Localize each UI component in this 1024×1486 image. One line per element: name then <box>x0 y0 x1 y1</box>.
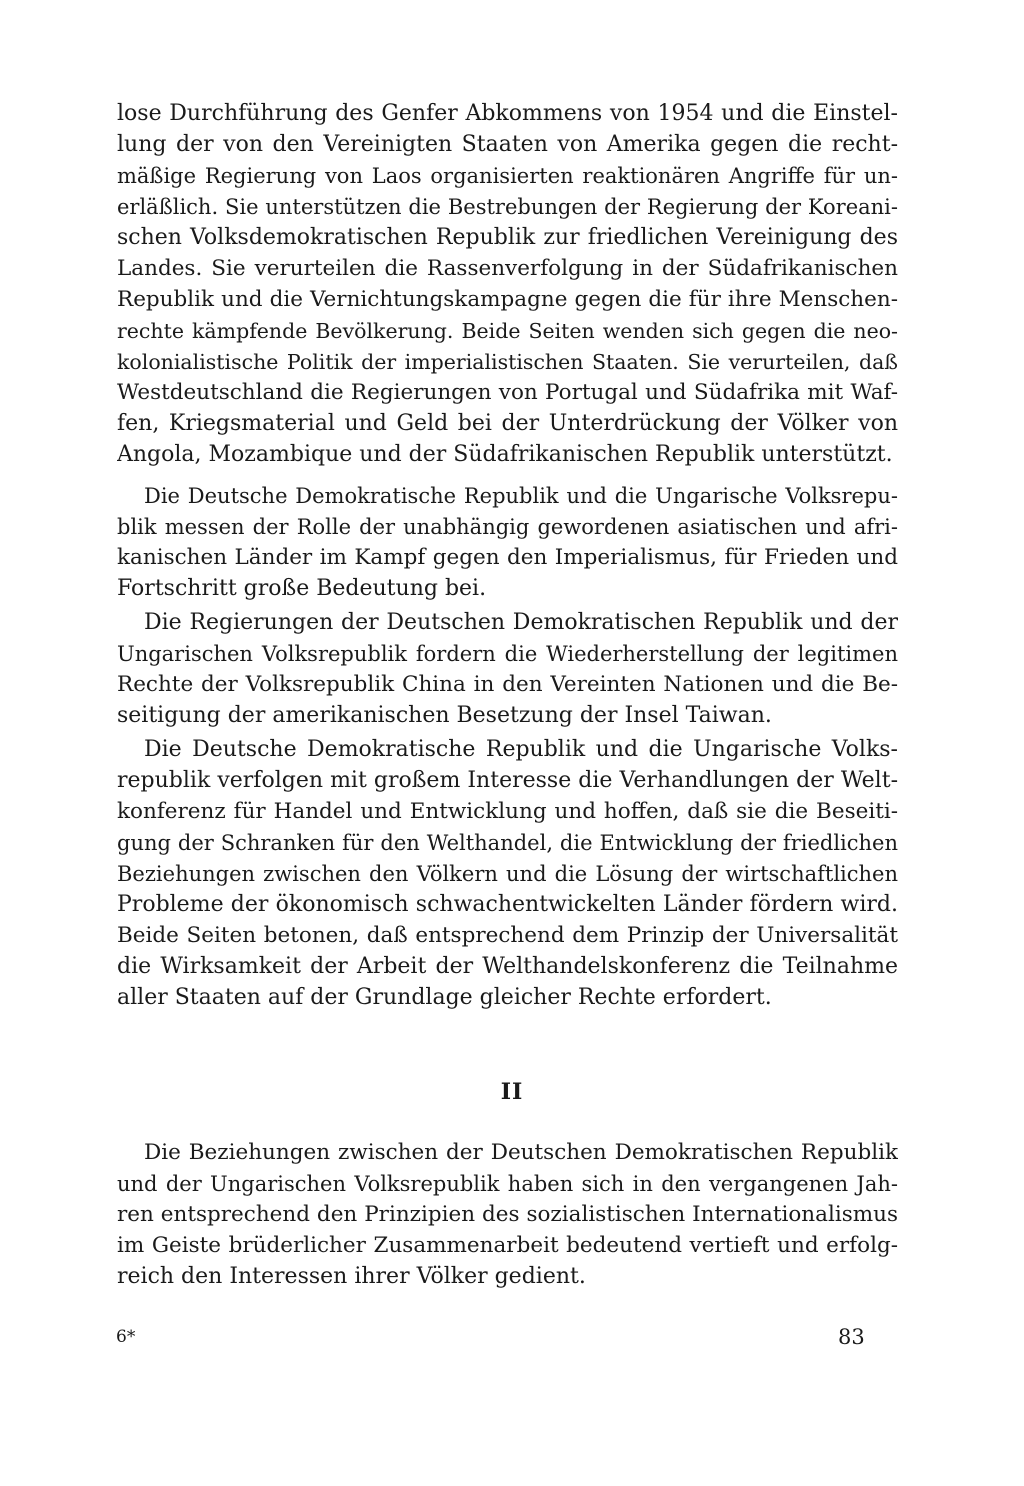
text-line: republik verfolgen mit großem Interesse die Verhandlungen der Welt- <box>117 768 898 793</box>
section-heading: II <box>500 1079 524 1105</box>
text-line: fen, Kriegsmaterial und Geld bei der Unterdrückung der Völker von <box>117 411 898 436</box>
text-line: reich den Interessen ihrer Völker gedient. <box>117 1264 586 1289</box>
text-line: kanischen Länder im Kampf gegen den Imperialismus, für Frieden und <box>117 545 898 570</box>
text-line: Westdeutschland die Regierungen von Portugal und Südafrika mit Waf- <box>117 380 898 405</box>
text-line: Angola, Mozambique und der Südafrikanischen Republik unterstützt. <box>117 442 893 467</box>
text-line: und der Ungarischen Volksrepublik haben sich in den vergangenen Jah- <box>117 1172 898 1196</box>
text-line: Beide Seiten betonen, daß entsprechend dem Prinzip der Universalität <box>117 923 898 948</box>
text-line: im Geiste brüderlicher Zusammenarbeit bedeutend vertieft und erfolg- <box>117 1233 898 1258</box>
page-number: 83 <box>838 1325 865 1349</box>
text-line: Die Deutsche Demokratische Republik und die Ungarische Volks- <box>144 737 898 762</box>
text-line: lung der von den Vereinigten Staaten von Amerika gegen die recht- <box>117 132 898 157</box>
text-line: die Wirksamkeit der Arbeit der Welthandelskonferenz die Teilnahme <box>117 954 898 979</box>
text-line: mäßige Regierung von Laos organisierten reaktionären Angriffe für un- <box>117 164 898 188</box>
text-line: kolonialistische Politik der imperialistischen Staaten. Sie verurteilen, daß <box>117 350 898 374</box>
text-line: Die Regierungen der Deutschen Demokratischen Republik und der <box>144 610 898 635</box>
text-line: seitigung der amerikanischen Besetzung der Insel Taiwan. <box>117 703 772 728</box>
text-line: konferenz für Handel und Entwicklung und hoffen, daß sie die Beseiti- <box>117 799 898 824</box>
text-line: erläßlich. Sie unterstützen die Bestrebungen der Regierung der Koreani- <box>117 195 898 219</box>
text-line: ren entsprechend den Prinzipien des sozialistischen Internationalismus <box>117 1202 898 1227</box>
text-line: Beziehungen zwischen den Völkern und die Lösung der wirtschaftlichen <box>117 862 898 886</box>
text-line: aller Staaten auf der Grundlage gleicher Rechte erfordert. <box>117 985 772 1010</box>
signature-mark: 6* <box>116 1327 136 1347</box>
text-line: Fortschritt große Bedeutung bei. <box>117 576 487 601</box>
text-line: Ungarischen Volksrepublik fordern die Wiederherstellung der legitimen <box>117 642 898 666</box>
text-line: rechte kämpfende Bevölkerung. Beide Seiten wenden sich gegen die neo- <box>117 319 898 343</box>
text-line: schen Volksdemokratischen Republik zur friedlichen Vereinigung des <box>117 225 898 250</box>
text-line: blik messen der Rolle der unabhängig gewordenen asiatischen und afri- <box>117 515 898 539</box>
text-line: Republik und die Vernichtungskampagne gegen die für ihre Menschen- <box>117 287 898 312</box>
text-line: lose Durchführung des Genfer Abkommens von 1954 und die Einstel- <box>117 101 898 126</box>
text-line: Probleme der ökonomisch schwachentwickelten Länder fördern wird. <box>117 892 898 917</box>
text-line: gung der Schranken für den Welthandel, die Entwicklung der friedlichen <box>117 831 898 855</box>
text-line: Die Beziehungen zwischen der Deutschen Demokratischen Republik <box>144 1140 898 1165</box>
text-line: Landes. Sie verurteilen die Rassenverfolgung in der Südafrikanischen <box>117 256 898 281</box>
text-line: Die Deutsche Demokratische Republik und die Ungarische Volksrepu- <box>144 484 898 508</box>
text-line: Rechte der Volksrepublik China in den Vereinten Nationen und die Be- <box>117 672 898 697</box>
